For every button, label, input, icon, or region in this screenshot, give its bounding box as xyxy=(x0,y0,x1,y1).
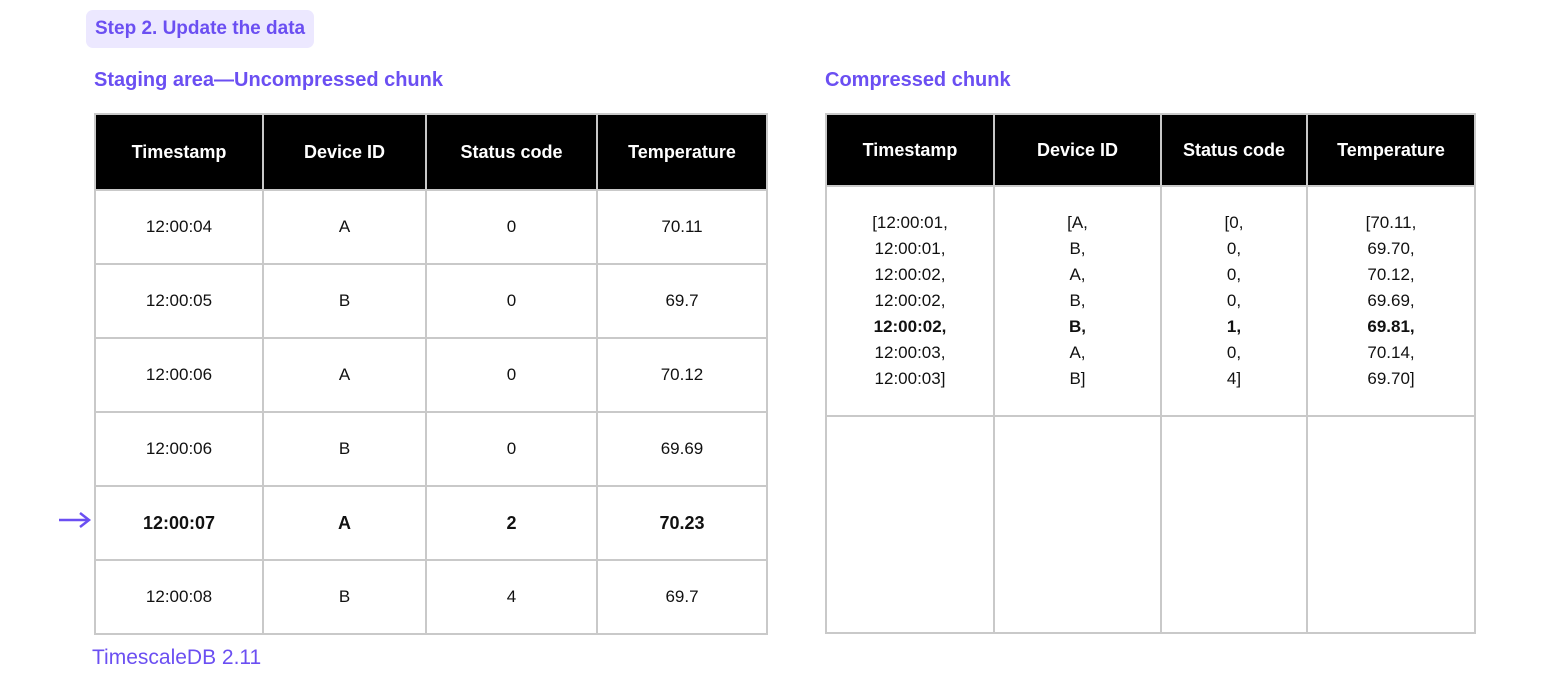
version-label: TimescaleDB 2.11 xyxy=(92,646,262,669)
right-arrow-icon xyxy=(58,504,92,536)
status-code-cell: 0 xyxy=(426,338,597,412)
empty-cell xyxy=(1307,416,1475,633)
device-id-cell: B xyxy=(263,560,426,634)
table-row xyxy=(95,412,767,486)
array-item: 69.70, xyxy=(1367,239,1415,258)
status-code-cell: 0 xyxy=(426,190,597,264)
compressed-header-temperature: Temperature xyxy=(1307,114,1475,186)
compressed-data-row xyxy=(826,186,1475,416)
array-item: B, xyxy=(1069,239,1086,258)
timestamp-cell: 12:00:08 xyxy=(95,560,263,634)
array-item: 0, xyxy=(1226,239,1242,258)
compressed-timestamp-array xyxy=(826,186,994,416)
temperature-cell: 70.12 xyxy=(597,338,767,412)
table-row xyxy=(95,338,767,412)
array-item: [70.11, xyxy=(1365,213,1417,232)
array-item: 4] xyxy=(1226,369,1242,388)
compressed-header-device-id: Device ID xyxy=(994,114,1161,186)
array-item: B, xyxy=(1069,291,1086,310)
compressed-header-row xyxy=(826,114,1475,186)
device-id-cell: A xyxy=(263,486,426,560)
staging-header-temperature: Temperature xyxy=(597,114,767,190)
compressed-temperature-array xyxy=(1307,186,1475,416)
compressed-header-status-code: Status code xyxy=(1161,114,1307,186)
array-item: [0, xyxy=(1224,213,1244,232)
highlighted-table-row xyxy=(95,486,767,560)
array-item: 12:00:01, xyxy=(874,239,946,258)
compressed-table xyxy=(825,113,1476,634)
array-item: 70.14, xyxy=(1367,343,1415,362)
temperature-cell: 70.11 xyxy=(597,190,767,264)
step-badge xyxy=(86,10,314,48)
empty-cell xyxy=(826,416,994,633)
staging-header-row xyxy=(95,114,767,190)
temperature-cell: 69.7 xyxy=(597,560,767,634)
timestamp-cell: 12:00:06 xyxy=(95,412,263,486)
temperature-cell: 69.69 xyxy=(597,412,767,486)
array-item: 0, xyxy=(1226,291,1242,310)
array-item: 69.69, xyxy=(1367,291,1415,310)
staging-header-device-id: Device ID xyxy=(263,114,426,190)
device-id-cell: B xyxy=(263,412,426,486)
staging-header-status-code: Status code xyxy=(426,114,597,190)
status-code-cell: 0 xyxy=(426,264,597,338)
compressed-chunk-title: Compressed chunk xyxy=(825,69,1011,91)
array-item: 12:00:02, xyxy=(874,265,946,284)
timestamp-cell: 12:00:06 xyxy=(95,338,263,412)
array-item: [12:00:01, xyxy=(872,213,948,232)
staging-header-timestamp: Timestamp xyxy=(95,114,263,190)
device-id-cell: A xyxy=(263,338,426,412)
device-id-cell: B xyxy=(263,264,426,338)
compressed-header-timestamp: Timestamp xyxy=(826,114,994,186)
table-row xyxy=(95,560,767,634)
array-item: 0, xyxy=(1226,343,1242,362)
temperature-cell: 70.23 xyxy=(597,486,767,560)
temperature-cell: 69.7 xyxy=(597,264,767,338)
compressed-empty-row xyxy=(826,416,1475,633)
array-item: [A, xyxy=(1067,213,1088,232)
timestamp-cell: 12:00:04 xyxy=(95,190,263,264)
array-item: 0, xyxy=(1226,265,1242,284)
table-row xyxy=(95,264,767,338)
array-item: 12:00:02, xyxy=(873,317,947,336)
status-code-cell: 0 xyxy=(426,412,597,486)
device-id-cell: A xyxy=(263,190,426,264)
array-item: B] xyxy=(1069,369,1086,388)
array-item: 1, xyxy=(1226,317,1242,336)
status-code-cell: 4 xyxy=(426,560,597,634)
status-code-cell: 2 xyxy=(426,486,597,560)
timestamp-cell: 12:00:05 xyxy=(95,264,263,338)
empty-cell xyxy=(994,416,1161,633)
array-item: 12:00:03] xyxy=(874,369,946,388)
timestamp-cell: 12:00:07 xyxy=(95,486,263,560)
array-item: 12:00:02, xyxy=(874,291,946,310)
array-item: 69.81, xyxy=(1367,317,1415,336)
array-item: B, xyxy=(1069,317,1086,336)
empty-cell xyxy=(1161,416,1307,633)
table-row xyxy=(95,190,767,264)
step-label: Step 2. Update the data xyxy=(95,18,306,39)
staging-table xyxy=(94,113,768,635)
compressed-status-code-array xyxy=(1161,186,1307,416)
compressed-device-id-array xyxy=(994,186,1161,416)
array-item: A, xyxy=(1069,265,1086,284)
array-item: 12:00:03, xyxy=(874,343,946,362)
array-item: 69.70] xyxy=(1367,369,1415,388)
staging-area-title: Staging area—Uncompressed chunk xyxy=(94,69,443,91)
array-item: 70.12, xyxy=(1367,265,1415,284)
array-item: A, xyxy=(1069,343,1086,362)
